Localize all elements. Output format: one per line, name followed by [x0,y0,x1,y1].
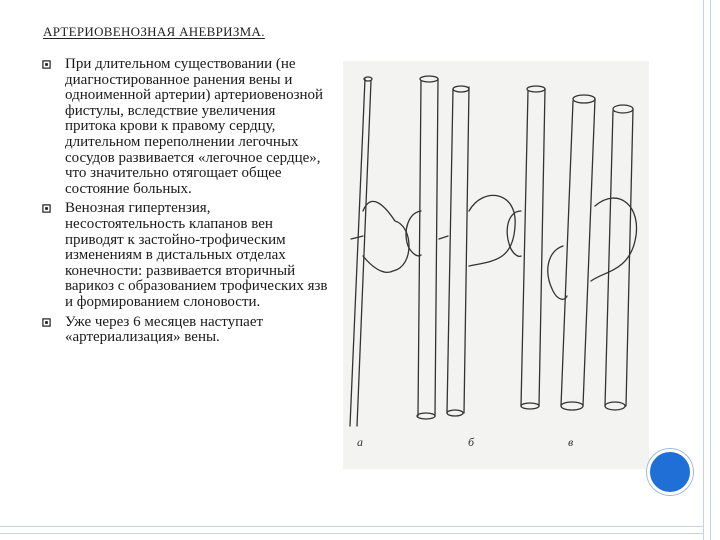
aneurysm-illustration [343,61,649,469]
bullet-text: При длительном существовании (не диагностированное ранения вены и одноименной артерии) артериовенозной фистулы, вследствие увеличения притока крови к правому сердцу, длительном переполнении легочных сосудов развивается «легочное сердце», что значительно отягощает общее состояние больных. [65,56,324,197]
bullet-item [40,57,330,197]
bullet-text: Венозная гипертензия, несостоятельность клапанов вен приводят к застойно-трофическим изменениям в дистальных отделах конечности: развивается вторичный варикоз с образованием трофических язв и формированием слоновости. [65,200,328,310]
slide-border-bottom [0,526,703,534]
bullet-item [40,315,330,346]
hollow-square-bullet-icon [42,204,51,213]
figure-label-a: а [357,435,363,449]
slide-border-right [703,0,711,540]
hollow-square-bullet-icon [42,60,51,69]
figure-label-b: б [468,435,475,449]
bullet-text: Уже через 6 месяцев наступает «артериализация» вены. [65,313,264,346]
bullet-item [40,201,330,310]
aneurysm-drawing [343,61,649,469]
bullet-list [40,57,330,350]
slide-title: АРТЕРИОВЕНОЗНАЯ АНЕВРИЗМА. [43,24,265,39]
figure-label-v: в [568,435,574,449]
hollow-square-bullet-icon [42,318,51,327]
decorative-accent-circle [647,449,693,495]
